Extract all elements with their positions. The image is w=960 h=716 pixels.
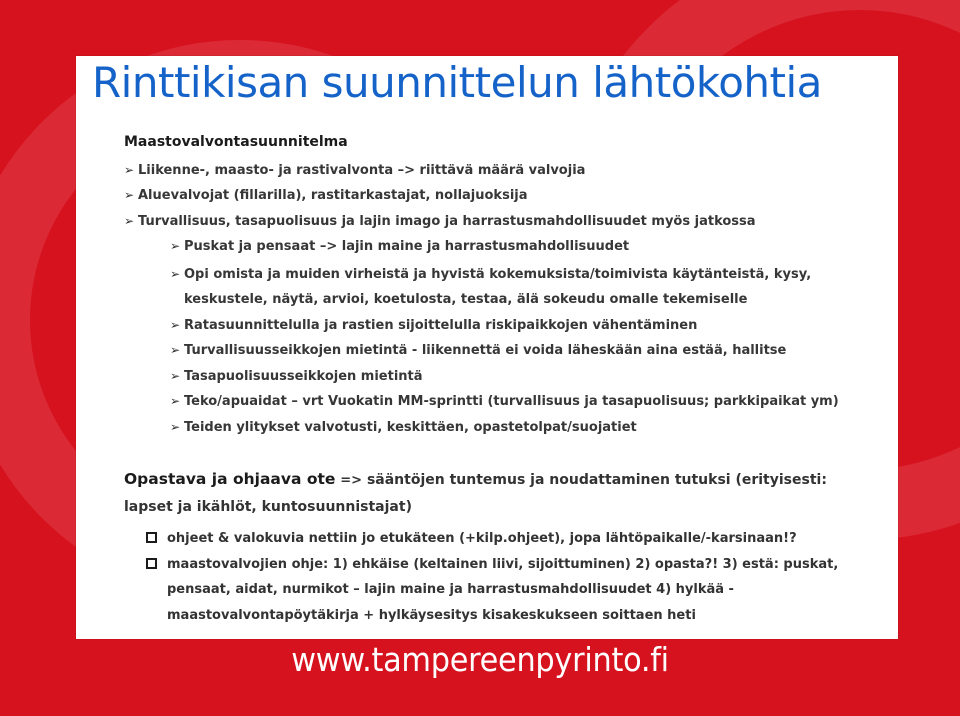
arrowhead-bullet-icon: ➢ (170, 368, 181, 383)
section-heading-2 (124, 466, 872, 520)
arrowhead-bullet-icon: ➢ (170, 239, 181, 253)
list-item: ➢ Aluevalvojat (fillarilla), rastitarkastajat, nollajuoksija (124, 183, 872, 209)
check-list-item: ohjeet & valokuvia nettiin jo etukäteen (+kilp.ohjeet), jopa lähtöpaikalle/-karsinaan!? (146, 526, 872, 552)
page-title: Rinttikisan suunnittelun lähtökohtia (92, 58, 822, 107)
emphasis-text: Opastava ja ohjaava ote (124, 470, 336, 488)
arrow-text: => (340, 473, 363, 488)
arrowhead-bullet-icon: ➢ (170, 394, 181, 408)
sub-list-item: ➢ Puskat ja pensaat –> lajin maine ja harrastusmahdollisuudet (170, 234, 872, 260)
sub-list-item: ➢ Turvallisuusseikkojen mietintä - liikennettä ei voida läheskään aina estää, hallitse (170, 338, 872, 364)
arrowhead-bullet-icon: ➢ (170, 343, 181, 357)
arrowhead-bullet-icon: ➢ (124, 188, 135, 202)
check-list-item: maastovalvojien ohje: 1) ehkäise (keltainen liivi, sijoittuminen) 2) opasta?! 3) estä: puskat, pensaat, aidat, nurmikot – lajin maine ja harrastusmahdollisuudet 4) hylkää - maastovalvontapöytäkirja + hylkäysesitys kisakeskukseen soittaen heti (146, 552, 872, 629)
sub-list-item: ➢ Opi omista ja muiden virheistä ja hyvistä kokemuksista/toimivista käytänteistä, kysy, keskustele, näytä, arvioi, koetulosta, testaa, älä sokeudu omalle tekemiselle (170, 262, 874, 313)
section-heading: Maastovalvontasuunnitelma (124, 134, 348, 150)
checkbox-icon (146, 532, 157, 543)
list-item: ➢ Liikenne-, maasto- ja rastivalvonta –> riittävä määrä valvojia (124, 158, 872, 184)
list-item: ➢ Turvallisuus, tasapuolisuus ja lajin imago ja harrastusmahdollisuudet myös jatkossa (124, 209, 872, 235)
checkbox-icon (146, 558, 157, 569)
footer-url: www.tampereenpyrinto.fi (291, 640, 669, 679)
arrowhead-bullet-icon: ➢ (124, 162, 135, 177)
arrowhead-bullet-icon: ➢ (170, 317, 181, 332)
section-2-intro: sääntöjen tuntemus ja noudattaminen tutuksi (erityisesti: lapset ja ikählöt, kuntosuunnistajat) (124, 472, 827, 515)
arrowhead-bullet-icon: ➢ (170, 266, 181, 281)
sub-list-item: ➢ Teko/apuaidat – vrt Vuokatin MM-sprintti (turvallisuus ja tasapuolisuus; parkkipaikat ym) (170, 389, 872, 415)
sub-list-item: ➢ Tasapuolisuusseikkojen mietintä (170, 364, 872, 390)
arrowhead-bullet-icon: ➢ (170, 419, 181, 434)
arrowhead-bullet-icon: ➢ (124, 213, 135, 228)
slide-body (124, 130, 872, 628)
sub-list-item: ➢ Ratasuunnittelulla ja rastien sijoittelulla riskipaikkojen vähentäminen (170, 313, 872, 339)
spacer (124, 440, 872, 466)
sub-list-item: ➢ Teiden ylitykset valvotusti, keskittäen, opastetolpat/suojatiet (170, 415, 872, 441)
